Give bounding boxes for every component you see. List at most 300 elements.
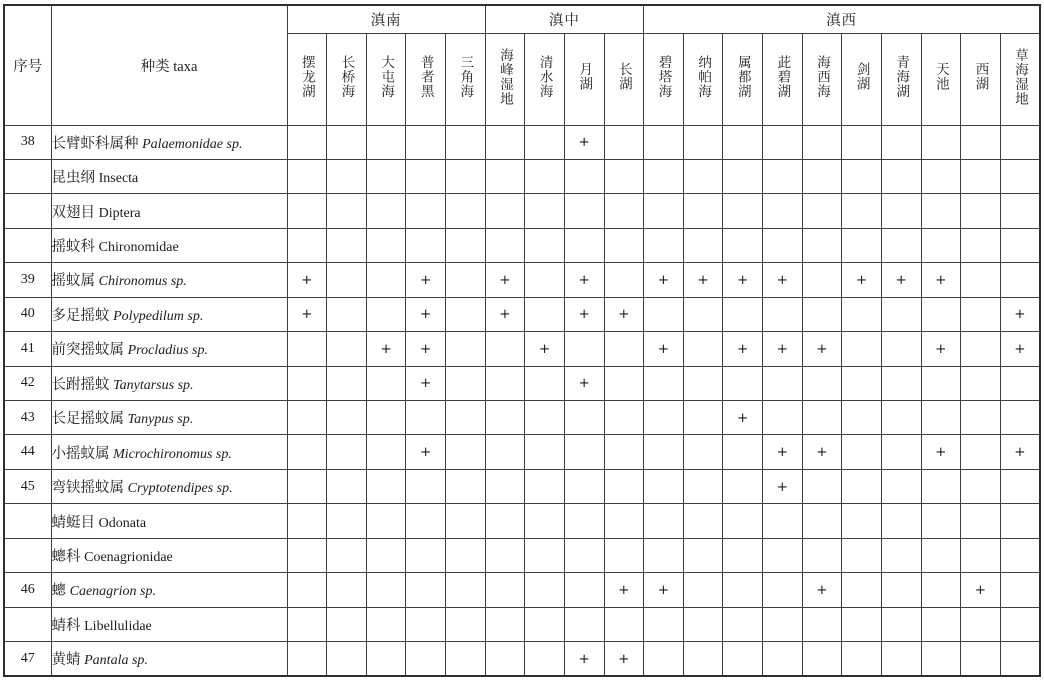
presence-cell — [366, 194, 406, 228]
taxa-name-chinese: 多足摇蚊 — [51, 307, 110, 324]
presence-cell — [327, 159, 367, 193]
lake-name: 天池 — [933, 62, 949, 91]
presence-cell — [485, 228, 525, 262]
presence-cell — [366, 228, 406, 262]
taxa-name-chinese: 小摇蚊属 — [51, 445, 110, 462]
presence-cell — [406, 159, 446, 193]
row-serial-number: 45 — [4, 469, 51, 503]
row-serial-number: 42 — [4, 366, 51, 400]
presence-cell: + — [564, 125, 604, 159]
presence-cell — [366, 573, 406, 607]
presence-cell — [406, 538, 446, 572]
presence-cell — [881, 642, 921, 676]
presence-cell — [644, 538, 684, 572]
presence-cell — [366, 263, 406, 297]
lake-name: 青海湖 — [894, 54, 910, 99]
presence-cell — [644, 159, 684, 193]
taxa-cell — [51, 332, 287, 366]
presence-cell — [644, 297, 684, 331]
presence-cell — [525, 538, 565, 572]
presence-cell — [564, 194, 604, 228]
taxa-name-chinese: 摇蚊属 — [51, 273, 95, 290]
presence-cell — [287, 125, 327, 159]
lake-header — [446, 33, 486, 125]
presence-cell — [564, 573, 604, 607]
lake-name: 摆龙湖 — [299, 54, 315, 99]
presence-cell — [366, 607, 406, 641]
lake-name: 月湖 — [577, 62, 593, 91]
presence-cell — [604, 125, 644, 159]
presence-cell — [683, 228, 723, 262]
taxa-name-chinese: 蜻蜓目 — [51, 514, 95, 531]
presence-cell — [604, 194, 644, 228]
presence-cell — [1000, 366, 1040, 400]
taxa-name-latin: Chironomus sp. — [98, 274, 187, 290]
taxa-cell — [51, 228, 287, 262]
presence-cell — [683, 504, 723, 538]
presence-cell: + — [921, 435, 961, 469]
presence-cell: + — [525, 332, 565, 366]
presence-cell — [683, 332, 723, 366]
presence-cell — [842, 332, 882, 366]
lake-name: 属都湖 — [735, 54, 751, 99]
taxa-cell — [51, 573, 287, 607]
presence-cell — [287, 194, 327, 228]
presence-cell — [446, 194, 486, 228]
table-row — [4, 607, 1040, 641]
presence-cell — [287, 159, 327, 193]
presence-cell — [961, 642, 1001, 676]
presence-cell — [723, 366, 763, 400]
presence-cell — [525, 228, 565, 262]
presence-cell: + — [604, 297, 644, 331]
presence-cell — [604, 401, 644, 435]
taxa-cell — [51, 366, 287, 400]
presence-cell — [446, 504, 486, 538]
presence-cell — [842, 573, 882, 607]
presence-cell: + — [881, 263, 921, 297]
table-row — [4, 125, 1040, 159]
presence-cell — [287, 228, 327, 262]
presence-cell — [802, 504, 842, 538]
presence-cell — [802, 401, 842, 435]
presence-cell — [881, 159, 921, 193]
presence-cell — [881, 435, 921, 469]
presence-cell — [604, 366, 644, 400]
presence-cell — [921, 642, 961, 676]
presence-cell — [564, 607, 604, 641]
presence-cell — [564, 401, 604, 435]
presence-cell: + — [485, 263, 525, 297]
lake-name: 纳帕海 — [696, 54, 712, 99]
presence-cell — [327, 332, 367, 366]
presence-cell — [366, 435, 406, 469]
presence-cell — [763, 366, 803, 400]
presence-cell — [723, 297, 763, 331]
lake-name: 碧塔海 — [656, 54, 672, 99]
presence-cell — [604, 435, 644, 469]
presence-cell — [446, 297, 486, 331]
presence-cell — [723, 607, 763, 641]
presence-cell — [644, 401, 684, 435]
table-body — [4, 125, 1040, 676]
presence-cell — [683, 469, 723, 503]
lake-header — [842, 33, 882, 125]
presence-cell — [564, 538, 604, 572]
presence-cell — [842, 642, 882, 676]
presence-cell — [525, 159, 565, 193]
presence-cell — [802, 538, 842, 572]
presence-cell — [327, 194, 367, 228]
presence-cell — [564, 435, 604, 469]
lake-header — [525, 33, 565, 125]
presence-cell — [287, 573, 327, 607]
presence-cell — [1000, 194, 1040, 228]
presence-cell — [525, 642, 565, 676]
presence-cell — [485, 573, 525, 607]
lake-name: 茈碧湖 — [775, 54, 791, 99]
presence-cell — [1000, 538, 1040, 572]
lake-name: 三角海 — [458, 54, 474, 99]
presence-cell — [881, 297, 921, 331]
lake-header — [683, 33, 723, 125]
presence-cell — [763, 228, 803, 262]
presence-cell — [921, 573, 961, 607]
taxa-name-latin: Palaemonidae sp. — [142, 136, 243, 152]
lake-name: 海峰湿地 — [498, 47, 514, 106]
lake-header — [723, 33, 763, 125]
presence-cell — [842, 469, 882, 503]
table-row — [4, 332, 1040, 366]
table-row — [4, 504, 1040, 538]
taxa-name-latin: Libellulidae — [84, 618, 152, 634]
presence-cell — [327, 401, 367, 435]
presence-cell — [842, 435, 882, 469]
presence-cell — [881, 504, 921, 538]
presence-cell — [763, 297, 803, 331]
presence-cell: + — [1000, 435, 1040, 469]
presence-cell: + — [723, 263, 763, 297]
presence-cell — [644, 504, 684, 538]
presence-cell — [723, 504, 763, 538]
presence-cell — [485, 366, 525, 400]
presence-cell — [366, 159, 406, 193]
presence-cell — [446, 263, 486, 297]
presence-cell — [564, 332, 604, 366]
presence-cell — [366, 366, 406, 400]
presence-cell — [366, 538, 406, 572]
taxa-cell — [51, 401, 287, 435]
table-row — [4, 263, 1040, 297]
lake-name: 长湖 — [616, 62, 632, 91]
presence-cell — [485, 504, 525, 538]
lake-header — [485, 33, 525, 125]
presence-cell — [723, 125, 763, 159]
taxa-name-latin: Polypedilum sp. — [113, 308, 204, 324]
table-row — [4, 573, 1040, 607]
presence-cell — [842, 538, 882, 572]
presence-cell — [525, 504, 565, 538]
presence-cell — [406, 607, 446, 641]
presence-cell — [446, 538, 486, 572]
presence-cell — [366, 642, 406, 676]
presence-cell — [406, 125, 446, 159]
lake-header — [327, 33, 367, 125]
presence-cell — [683, 159, 723, 193]
presence-cell — [881, 366, 921, 400]
taxa-name-latin: Procladius sp. — [127, 343, 208, 359]
presence-cell — [842, 125, 882, 159]
presence-cell — [763, 538, 803, 572]
presence-cell — [763, 573, 803, 607]
taxa-name-latin: Odonata — [98, 515, 147, 531]
presence-cell — [961, 469, 1001, 503]
presence-cell — [921, 366, 961, 400]
presence-cell — [446, 642, 486, 676]
presence-cell — [921, 297, 961, 331]
lake-name: 西湖 — [973, 62, 989, 91]
presence-cell: + — [683, 263, 723, 297]
presence-cell — [683, 435, 723, 469]
presence-cell: + — [644, 573, 684, 607]
presence-cell — [961, 538, 1001, 572]
taxa-cell — [51, 125, 287, 159]
presence-cell: + — [1000, 332, 1040, 366]
presence-cell — [763, 125, 803, 159]
presence-cell — [683, 642, 723, 676]
lake-header — [564, 33, 604, 125]
presence-cell: + — [604, 573, 644, 607]
taxa-name-chinese: 双翅目 — [51, 204, 95, 221]
presence-cell: + — [366, 332, 406, 366]
table-row — [4, 538, 1040, 572]
presence-cell — [842, 607, 882, 641]
presence-cell — [485, 607, 525, 641]
presence-cell — [763, 642, 803, 676]
presence-cell — [604, 228, 644, 262]
taxa-cell — [51, 607, 287, 641]
region-header-2: 滇中 — [485, 5, 644, 33]
presence-cell — [802, 469, 842, 503]
lake-name: 剑湖 — [854, 62, 870, 91]
presence-cell — [485, 469, 525, 503]
presence-cell — [287, 332, 327, 366]
presence-cell — [1000, 573, 1040, 607]
presence-cell — [881, 194, 921, 228]
presence-cell — [961, 194, 1001, 228]
presence-cell — [842, 159, 882, 193]
lake-header — [287, 33, 327, 125]
presence-cell: + — [763, 435, 803, 469]
row-serial-number — [4, 538, 51, 572]
presence-cell: + — [644, 332, 684, 366]
presence-cell — [604, 538, 644, 572]
presence-cell — [485, 642, 525, 676]
taxa-name-chinese: 蜻科 — [51, 617, 81, 634]
presence-cell — [327, 263, 367, 297]
taxa-name-latin: Tanypus sp. — [127, 412, 194, 428]
presence-cell — [921, 228, 961, 262]
taxa-name-latin: Caenagrion sp. — [69, 584, 156, 600]
presence-cell: + — [287, 263, 327, 297]
presence-cell — [406, 642, 446, 676]
presence-cell — [446, 607, 486, 641]
presence-cell — [1000, 228, 1040, 262]
presence-cell — [644, 125, 684, 159]
presence-cell — [327, 642, 367, 676]
presence-cell — [802, 263, 842, 297]
lake-header — [961, 33, 1001, 125]
presence-cell — [446, 435, 486, 469]
presence-cell — [763, 504, 803, 538]
presence-cell — [525, 297, 565, 331]
row-serial-number: 43 — [4, 401, 51, 435]
presence-cell — [525, 263, 565, 297]
presence-cell — [802, 194, 842, 228]
lake-header — [802, 33, 842, 125]
presence-cell: + — [961, 573, 1001, 607]
presence-cell — [604, 159, 644, 193]
presence-cell — [1000, 401, 1040, 435]
presence-cell — [763, 159, 803, 193]
presence-cell — [525, 607, 565, 641]
presence-cell — [961, 263, 1001, 297]
presence-cell — [327, 469, 367, 503]
presence-cell — [485, 194, 525, 228]
presence-cell — [604, 469, 644, 503]
presence-cell — [961, 332, 1001, 366]
presence-cell — [366, 504, 406, 538]
presence-cell — [485, 435, 525, 469]
presence-cell — [446, 228, 486, 262]
presence-cell — [802, 366, 842, 400]
lake-name: 草海湿地 — [1012, 47, 1028, 106]
presence-cell — [564, 228, 604, 262]
presence-cell — [881, 228, 921, 262]
taxa-name-chinese: 弯铗摇蚊属 — [51, 480, 124, 497]
presence-cell — [327, 366, 367, 400]
taxa-presence-table — [3, 4, 1041, 677]
presence-cell — [842, 194, 882, 228]
presence-cell — [881, 607, 921, 641]
presence-cell — [604, 263, 644, 297]
taxa-name-latin: Insecta — [98, 171, 139, 187]
table-row — [4, 435, 1040, 469]
table-row — [4, 401, 1040, 435]
presence-cell — [961, 297, 1001, 331]
row-serial-number: 39 — [4, 263, 51, 297]
row-serial-number — [4, 504, 51, 538]
presence-cell — [564, 504, 604, 538]
presence-cell — [564, 469, 604, 503]
presence-cell — [446, 332, 486, 366]
presence-cell — [644, 366, 684, 400]
presence-cell — [366, 401, 406, 435]
presence-cell — [327, 607, 367, 641]
presence-cell: + — [802, 573, 842, 607]
presence-cell — [406, 401, 446, 435]
presence-cell — [881, 538, 921, 572]
presence-cell — [723, 159, 763, 193]
lake-name: 普者黑 — [418, 54, 434, 99]
presence-cell — [961, 228, 1001, 262]
presence-cell — [921, 125, 961, 159]
taxa-cell — [51, 642, 287, 676]
table-row — [4, 642, 1040, 676]
lake-header — [921, 33, 961, 125]
presence-cell — [1000, 607, 1040, 641]
taxa-name-chinese: 长足摇蚊属 — [51, 411, 124, 428]
presence-cell — [921, 159, 961, 193]
presence-cell — [525, 194, 565, 228]
presence-cell — [1000, 159, 1040, 193]
table-row — [4, 194, 1040, 228]
presence-cell — [604, 332, 644, 366]
presence-cell — [525, 469, 565, 503]
presence-cell — [723, 469, 763, 503]
presence-cell — [881, 332, 921, 366]
presence-cell — [1000, 263, 1040, 297]
taxa-cell — [51, 469, 287, 503]
taxa-cell — [51, 435, 287, 469]
presence-cell — [683, 401, 723, 435]
presence-cell: + — [564, 642, 604, 676]
presence-cell — [327, 297, 367, 331]
presence-cell — [961, 401, 1001, 435]
lake-name: 大屯海 — [379, 54, 395, 99]
presence-cell — [683, 366, 723, 400]
presence-cell — [525, 401, 565, 435]
col-header-serial-number: 序号 — [4, 5, 51, 125]
presence-cell: + — [723, 332, 763, 366]
presence-cell — [644, 435, 684, 469]
taxa-name-chinese: 蟌科 — [51, 548, 81, 565]
presence-cell — [763, 194, 803, 228]
taxa-name-latin: Cryptotendipes sp. — [127, 481, 233, 497]
table-row — [4, 228, 1040, 262]
presence-cell: + — [564, 263, 604, 297]
presence-cell — [1000, 504, 1040, 538]
presence-cell — [525, 125, 565, 159]
presence-cell — [446, 125, 486, 159]
row-serial-number — [4, 159, 51, 193]
presence-cell — [564, 159, 604, 193]
presence-cell — [683, 573, 723, 607]
presence-cell — [1000, 469, 1040, 503]
presence-cell: + — [485, 297, 525, 331]
lake-header — [644, 33, 684, 125]
taxa-name-latin: Diptera — [98, 205, 141, 221]
presence-cell — [683, 297, 723, 331]
row-serial-number: 38 — [4, 125, 51, 159]
taxa-name-chinese: 前突摇蚊属 — [51, 342, 124, 359]
presence-cell — [763, 607, 803, 641]
presence-cell — [327, 573, 367, 607]
presence-cell — [604, 504, 644, 538]
presence-cell: + — [406, 366, 446, 400]
presence-cell — [287, 642, 327, 676]
lake-header — [406, 33, 446, 125]
presence-cell: + — [604, 642, 644, 676]
presence-cell — [881, 573, 921, 607]
lake-header — [1000, 33, 1040, 125]
presence-cell — [644, 228, 684, 262]
presence-cell — [446, 573, 486, 607]
presence-cell — [287, 401, 327, 435]
presence-cell — [485, 332, 525, 366]
presence-cell — [842, 366, 882, 400]
presence-cell — [723, 642, 763, 676]
